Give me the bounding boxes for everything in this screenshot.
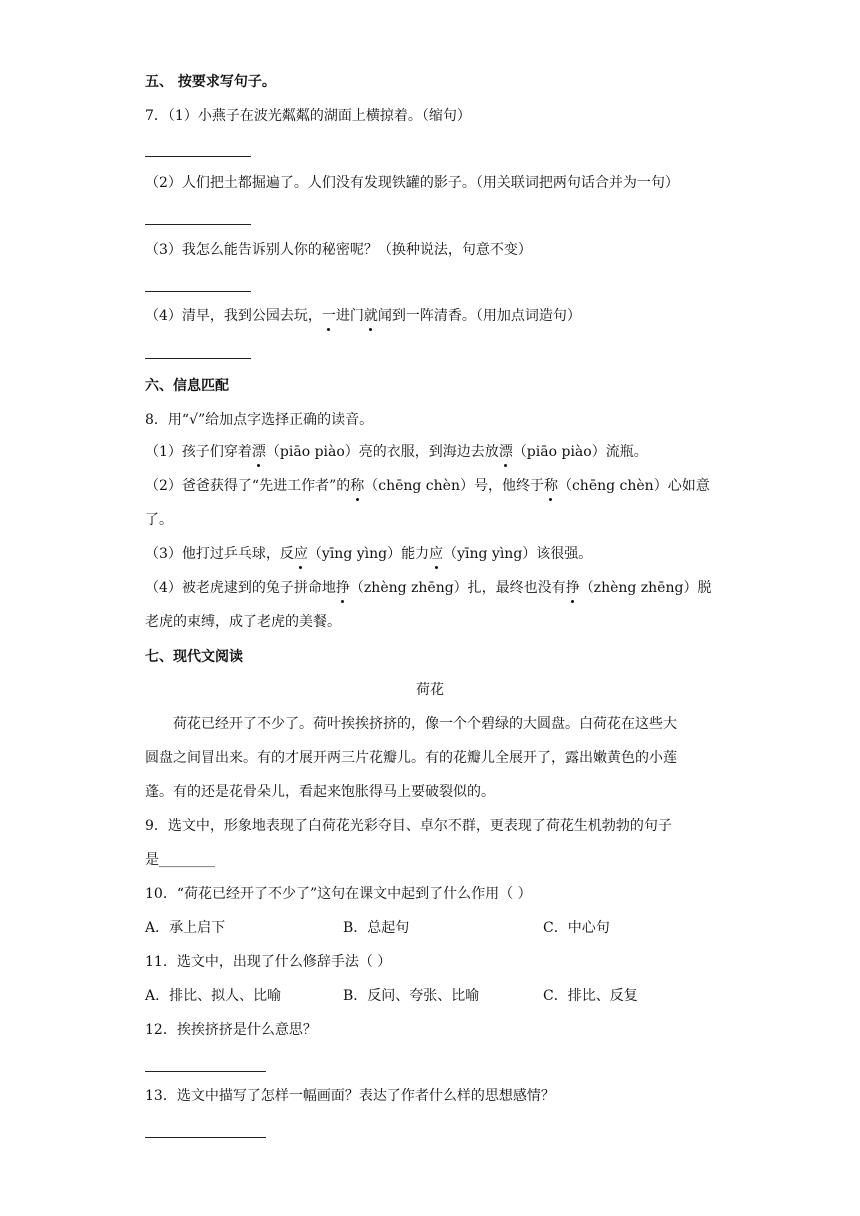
q8-4-b: （zhèng zhēng）扎，最终也没有 xyxy=(349,580,566,596)
question-7-4 xyxy=(145,306,581,326)
question-8-4 xyxy=(145,578,711,598)
question-7-2: （2）人们把土都掘遍了。人们没有发现铁罐的影子。（用关联词把两句话合并为一句） xyxy=(145,175,679,191)
question-13: 13．选文中描写了怎样一幅画面？表达了作者什么样的思想感情？ xyxy=(145,1088,555,1104)
q8-3-c: （yīng yìng）该很强。 xyxy=(443,546,593,562)
question-7-1: 7．（1）小燕子在波光粼粼的湖面上横掠着。（缩句） xyxy=(145,108,471,124)
question-8-intro: 8．用“√”给加点字选择正确的读音。 xyxy=(145,412,374,428)
q8-1-a: （1）孩子们穿着 xyxy=(145,444,252,460)
q10-option-c[interactable]: C．中心句 xyxy=(543,920,610,936)
question-8-4-continued: 老虎的束缚，成了老虎的美餐。 xyxy=(145,614,341,630)
passage-title: 荷花 xyxy=(416,682,444,698)
q7-4-text-pre: （4）清早，我到公园去玩， xyxy=(145,308,322,324)
question-8-2-continued: 了。 xyxy=(145,512,173,528)
section-6-heading: 六、信息匹配 xyxy=(145,378,229,394)
q8-4-c: （zhèng zhēng）脱 xyxy=(579,580,712,596)
q8-3-dotted-char-1: 应 xyxy=(293,546,308,562)
passage-line-2: 圆盘之间冒出来。有的才展开两三片花瓣儿。有的花瓣儿全展开了，露出嫩黄色的小莲 xyxy=(145,750,677,766)
question-8-2 xyxy=(145,476,710,496)
q8-3-b: （yīng yìng）能力 xyxy=(307,546,430,562)
answer-line-7-1[interactable] xyxy=(145,156,251,157)
q8-1-b: （piāo piào）亮的衣服，到海边去放 xyxy=(265,444,499,460)
question-8-1 xyxy=(145,442,648,462)
q7-4-text-post: 闻到一阵清香。（用加点词造句） xyxy=(377,308,581,324)
answer-line-7-4[interactable] xyxy=(145,358,251,359)
q8-2-dotted-char-1: 称 xyxy=(350,478,365,494)
passage-line-3: 蓬。有的还是花骨朵儿，看起来饱胀得马上要破裂似的。 xyxy=(145,784,495,800)
question-9-line-1: 9．选文中，形象地表现了白荷花光彩夺目、卓尔不群，更表现了荷花生机勃勃的句子 xyxy=(145,818,672,834)
q7-4-dotted-char-1: 一 xyxy=(321,308,336,324)
question-11: 11．选文中，出现了什么修辞手法（ ） xyxy=(145,954,392,970)
answer-line-13[interactable] xyxy=(145,1137,266,1138)
q8-2-dotted-char-2: 称 xyxy=(543,478,558,494)
passage-line-1: 荷花已经开了不少了。荷叶挨挨挤挤的，像一个个碧绿的大圆盘。白荷花在这些大 xyxy=(173,716,677,732)
q8-1-c: （piāo piào）流瓶。 xyxy=(512,444,648,460)
q8-4-dotted-char-1: 挣 xyxy=(335,580,350,596)
q7-4-dotted-char-2: 就 xyxy=(363,308,378,324)
answer-line-7-2[interactable] xyxy=(145,224,251,225)
q8-2-c: （chēng chèn）心如意 xyxy=(557,478,710,494)
question-7-3: （3）我怎么能告诉别人你的秘密呢？（换种说法，句意不变） xyxy=(145,242,532,258)
q11-option-a[interactable]: A．排比、拟人、比喻 xyxy=(145,988,282,1004)
section-5-heading: 五、 按要求写句子。 xyxy=(145,74,276,90)
q10-option-b[interactable]: B．总起句 xyxy=(343,920,410,936)
q7-4-text-mid: 进门 xyxy=(335,308,364,324)
q8-1-dotted-char-2: 漂 xyxy=(498,444,513,460)
q8-4-a: （4）被老虎逮到的兔子拼命地 xyxy=(145,580,336,596)
q8-1-dotted-char-1: 漂 xyxy=(251,444,266,460)
answer-line-12[interactable] xyxy=(145,1071,266,1072)
question-8-3 xyxy=(145,544,592,564)
question-9-line-2: 是________ xyxy=(145,852,215,868)
section-7-heading: 七、现代文阅读 xyxy=(145,649,243,665)
q11-option-c[interactable]: C．排比、反复 xyxy=(543,988,638,1004)
q8-2-b: （chēng chèn）号，他终于 xyxy=(364,478,544,494)
q8-4-dotted-char-2: 挣 xyxy=(565,580,580,596)
question-12: 12．挨挨挤挤是什么意思？ xyxy=(145,1022,317,1038)
q8-3-a: （3）他打过乒乓球，反 xyxy=(145,546,294,562)
q11-option-b[interactable]: B．反问、夸张、比喻 xyxy=(343,988,480,1004)
q8-3-dotted-char-2: 应 xyxy=(429,546,444,562)
answer-line-7-3[interactable] xyxy=(145,291,251,292)
question-10: 10．“荷花已经开了不少了”这句在课文中起到了什么作用（ ） xyxy=(145,886,532,902)
q8-2-a: （2）爸爸获得了“先进工作者”的 xyxy=(145,478,351,494)
q10-option-a[interactable]: A．承上启下 xyxy=(145,920,226,936)
